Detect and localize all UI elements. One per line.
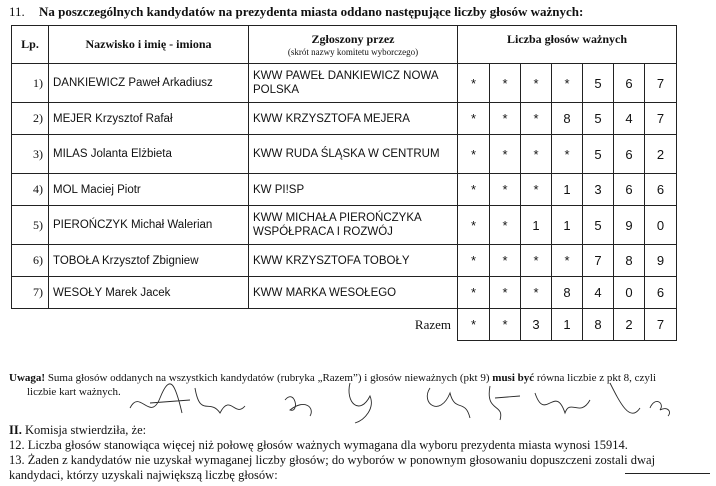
vote-digit: * — [552, 135, 583, 174]
vote-digit: * — [521, 245, 552, 277]
header-committee-sub: (skrót nazwy komitetu wyborczego) — [287, 47, 419, 57]
candidate-name: MILAS Jolanta Elżbieta — [49, 135, 249, 174]
candidate-row — [12, 103, 677, 135]
vote-digit: * — [458, 277, 490, 309]
row-number: 4) — [12, 174, 49, 206]
vote-digit: 8 — [614, 245, 645, 277]
row-number: 7) — [12, 277, 49, 309]
vote-digit: 6 — [614, 64, 645, 103]
header-committee-label: Zgłoszony przez — [311, 32, 395, 46]
row-number: 2) — [12, 103, 49, 135]
section-number: 11. — [9, 4, 25, 19]
vote-digit: * — [490, 206, 521, 245]
votes-table — [11, 25, 677, 341]
vote-digit: 1 — [521, 206, 552, 245]
committee-name: KWW MICHAŁA PIEROŃCZYKA WSPÓŁPRACA I ROZWÓJ — [249, 206, 458, 245]
vote-digit: * — [552, 64, 583, 103]
vote-digit: 5 — [583, 64, 614, 103]
point-13: 13. Żaden z kandydatów nie uzyskał wymaganej liczby głosów; do wyborów w ponownym głosowaniu dopuszczeni zostali dwaj — [9, 453, 656, 467]
vote-digit: * — [490, 103, 521, 135]
vote-digit: * — [521, 277, 552, 309]
vote-digit: * — [521, 135, 552, 174]
total-blank — [12, 309, 249, 341]
header-name: Nazwisko i imię - imiona — [49, 26, 249, 64]
candidate-row — [12, 135, 677, 174]
row-number: 3) — [12, 135, 49, 174]
total-digit: 8 — [583, 309, 614, 341]
vote-digit: 7 — [645, 64, 677, 103]
vote-digit: * — [490, 135, 521, 174]
vote-digit: 9 — [645, 245, 677, 277]
section-heading — [9, 4, 583, 20]
vote-digit: * — [521, 64, 552, 103]
vote-digit: * — [458, 135, 490, 174]
section-title: Na poszczególnych kandydatów na prezydenta miasta oddano następujące liczby głosów ważnych: — [39, 4, 584, 19]
vote-digit: * — [458, 206, 490, 245]
candidate-name: WESOŁY Marek Jacek — [49, 277, 249, 309]
total-label: Razem — [414, 316, 451, 332]
total-row — [12, 309, 677, 341]
header-row — [12, 26, 677, 64]
vote-digit: * — [490, 277, 521, 309]
candidate-row — [12, 245, 677, 277]
candidate-row — [12, 206, 677, 245]
vote-digit: 7 — [645, 103, 677, 135]
vote-digit: 4 — [614, 103, 645, 135]
candidate-name: PIEROŃCZYK Michał Walerian — [49, 206, 249, 245]
vote-digit: * — [521, 174, 552, 206]
header-lp: Lp. — [12, 26, 49, 64]
total-digit: 2 — [614, 309, 645, 341]
committee-name: KWW KRZYSZTOFA MEJERA — [249, 103, 458, 135]
note-text-1: Suma głosów oddanych na wszystkich kandydatów (rubryka „Razem”) i głosów nieważnych (pkt 9) — [45, 372, 493, 384]
vote-digit: * — [458, 103, 490, 135]
section-2-title: Komisja stwierdziła, że: — [21, 423, 147, 437]
blank-line — [625, 473, 710, 474]
vote-digit: 0 — [645, 206, 677, 245]
committee-name: KWW RUDA ŚLĄSKA W CENTRUM — [249, 135, 458, 174]
vote-digit: 5 — [583, 103, 614, 135]
total-digit: 3 — [521, 309, 552, 341]
point-12: 12. Liczba głosów stanowiąca więcej niż połowę głosów ważnych wymagana dla wyboru prezydenta miasta wynosi 15914. — [9, 438, 628, 452]
candidate-row — [12, 174, 677, 206]
section-2 — [9, 423, 714, 483]
vote-digit: 3 — [583, 174, 614, 206]
note-line-2: liczbie kart ważnych. — [27, 386, 121, 398]
note-warning: Uwaga! — [9, 372, 46, 384]
committee-name: KWW KRZYSZTOFA TOBOŁY — [249, 245, 458, 277]
header-committee — [249, 26, 458, 64]
vote-digit: 6 — [614, 174, 645, 206]
vote-digit: 5 — [583, 206, 614, 245]
vote-digit: * — [552, 245, 583, 277]
total-digit: 7 — [645, 309, 677, 341]
vote-digit: 9 — [614, 206, 645, 245]
vote-digit: 2 — [645, 135, 677, 174]
total-digit: * — [458, 309, 490, 341]
row-number: 6) — [12, 245, 49, 277]
vote-digit: * — [458, 64, 490, 103]
vote-digit: * — [521, 103, 552, 135]
vote-digit: * — [490, 245, 521, 277]
committee-name: KWW MARKA WESOŁEGO — [249, 277, 458, 309]
candidate-name: DANKIEWICZ Paweł Arkadiusz — [49, 64, 249, 103]
vote-digit: 6 — [614, 135, 645, 174]
vote-digit: * — [490, 64, 521, 103]
section-2-number: II. — [9, 423, 22, 437]
note-emphasis: musi być — [492, 372, 535, 384]
vote-digit: 6 — [645, 277, 677, 309]
vote-digit: * — [458, 245, 490, 277]
candidate-name: MOL Maciej Piotr — [49, 174, 249, 206]
total-digit: * — [490, 309, 521, 341]
vote-digit: 4 — [583, 277, 614, 309]
vote-digit: 6 — [645, 174, 677, 206]
note — [9, 371, 709, 399]
vote-digit: 7 — [583, 245, 614, 277]
row-number: 5) — [12, 206, 49, 245]
total-digit: 1 — [552, 309, 583, 341]
row-number: 1) — [12, 64, 49, 103]
candidate-name: MEJER Krzysztof Rafał — [49, 103, 249, 135]
candidate-name: TOBOŁA Krzysztof Zbigniew — [49, 245, 249, 277]
vote-digit: 0 — [614, 277, 645, 309]
vote-digit: * — [458, 174, 490, 206]
note-text-2: równa liczbie z pkt 8, czyli — [534, 372, 657, 384]
candidate-row — [12, 277, 677, 309]
vote-digit: 1 — [552, 174, 583, 206]
candidate-row — [12, 64, 677, 103]
vote-digit: 8 — [552, 277, 583, 309]
vote-digit: 8 — [552, 103, 583, 135]
committee-name: KWW PAWEŁ DANKIEWICZ NOWA POLSKA — [249, 64, 458, 103]
header-votes: Liczba głosów ważnych — [458, 26, 677, 64]
committee-name: KW PI!SP — [249, 174, 458, 206]
vote-digit: * — [490, 174, 521, 206]
vote-digit: 5 — [583, 135, 614, 174]
point-13-continued: kandydaci, którzy uzyskali największą liczbę głosów: — [9, 468, 278, 482]
vote-digit: 1 — [552, 206, 583, 245]
